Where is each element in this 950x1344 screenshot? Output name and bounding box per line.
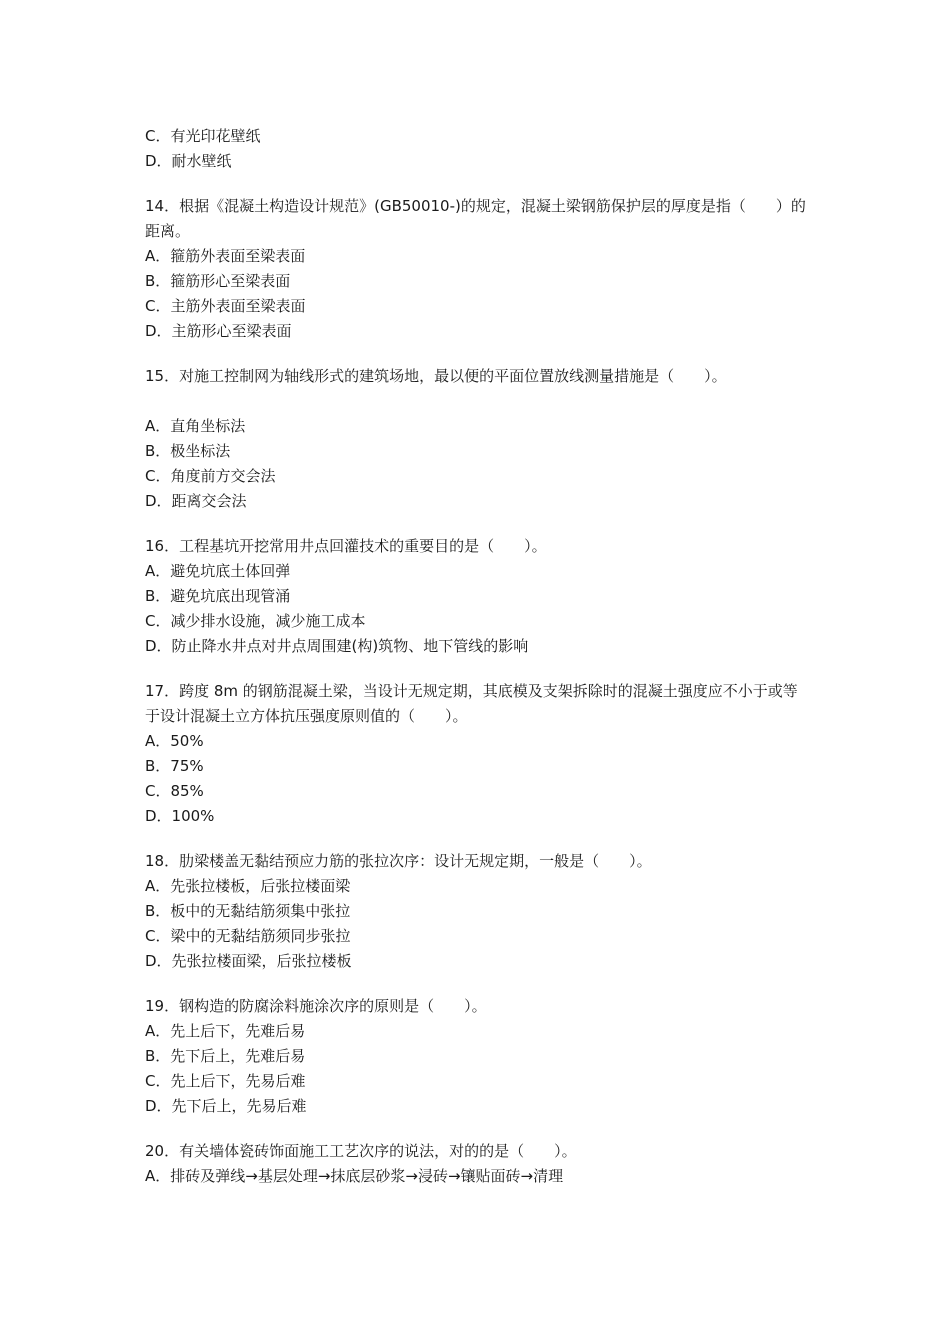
option-a: A．直角坐标法 (145, 417, 246, 435)
option-b: B．板中的无黏结筋须集中张拉 (145, 902, 351, 920)
option-d: D．先张拉楼面梁，后张拉楼板 (145, 952, 352, 970)
question-14 (145, 194, 810, 344)
option-list (145, 244, 810, 344)
option-b: B．先下后上，先难后易 (145, 1047, 306, 1065)
option-b: B．75% (145, 757, 204, 775)
option-a: A．避免坑底土体回弹 (145, 562, 291, 580)
option-a: A．箍筋外表面至梁表面 (145, 247, 306, 265)
option-c: C．减少排水设施，减少施工成本 (145, 612, 366, 630)
option-list (145, 414, 810, 514)
question-16 (145, 534, 810, 659)
option-c: C．角度前方交会法 (145, 467, 276, 485)
question-15 (145, 364, 810, 514)
option-list (145, 1019, 810, 1119)
question-text: 15．对施工控制网为轴线形式的建筑场地，最以便的平面位置放线测量措施是（ ）。 (145, 367, 727, 385)
option-c: C．先上后下，先易后难 (145, 1072, 306, 1090)
question-text: 14．根据《混凝土构造设计规范》(GB50010-)的规定，混凝土梁钢筋保护层的厚度是指（ ）的距离。 (145, 197, 806, 240)
option-d: D．耐水壁纸 (145, 152, 232, 170)
option-a: A．先上后下，先难后易 (145, 1022, 306, 1040)
question-17 (145, 679, 810, 829)
question-13-carryover (145, 124, 810, 174)
option-d: D．100% (145, 807, 215, 825)
question-18 (145, 849, 810, 974)
option-d: D．先下后上，先易后难 (145, 1097, 307, 1115)
document-content (145, 124, 810, 1189)
option-a: A．先张拉楼板，后张拉楼面梁 (145, 877, 351, 895)
question-text: 17．跨度 8m 的钢筋混凝土梁，当设计无规定期，其底模及支架拆除时的混凝土强度应不小于或等于设计混凝土立方体抗压强度原则值的（ ）。 (145, 682, 798, 725)
option-b: B．箍筋形心至梁表面 (145, 272, 291, 290)
question-text: 20．有关墙体瓷砖饰面施工工艺次序的说法，对的的是（ ）。 (145, 1142, 577, 1160)
question-text: 18．肋梁楼盖无黏结预应力筋的张拉次序：设计无规定期，一般是（ ）。 (145, 852, 652, 870)
option-list (145, 729, 810, 829)
question-text: 19．钢构造的防腐涂料施涂次序的原则是（ ）。 (145, 997, 487, 1015)
option-b: B．极坐标法 (145, 442, 231, 460)
option-a: A．排砖及弹线→基层处理→抹底层砂浆→浸砖→镶贴面砖→清理 (145, 1167, 564, 1185)
option-list (145, 874, 810, 974)
option-c: C．有光印花壁纸 (145, 127, 261, 145)
option-list (145, 124, 810, 174)
option-c: C．85% (145, 782, 204, 800)
option-b: B．避免坑底出现管涌 (145, 587, 291, 605)
option-list (145, 559, 810, 659)
option-d: D．距离交会法 (145, 492, 247, 510)
option-c: C．梁中的无黏结筋须同步张拉 (145, 927, 351, 945)
option-d: D．防止降水井点对井点周围建(构)筑物、地下管线的影响 (145, 637, 529, 655)
option-d: D．主筋形心至梁表面 (145, 322, 292, 340)
question-text: 16．工程基坑开挖常用井点回灌技术的重要目的是（ ）。 (145, 537, 547, 555)
question-20 (145, 1139, 810, 1189)
option-list (145, 1164, 810, 1189)
question-19 (145, 994, 810, 1119)
option-c: C．主筋外表面至梁表面 (145, 297, 306, 315)
option-a: A．50% (145, 732, 204, 750)
